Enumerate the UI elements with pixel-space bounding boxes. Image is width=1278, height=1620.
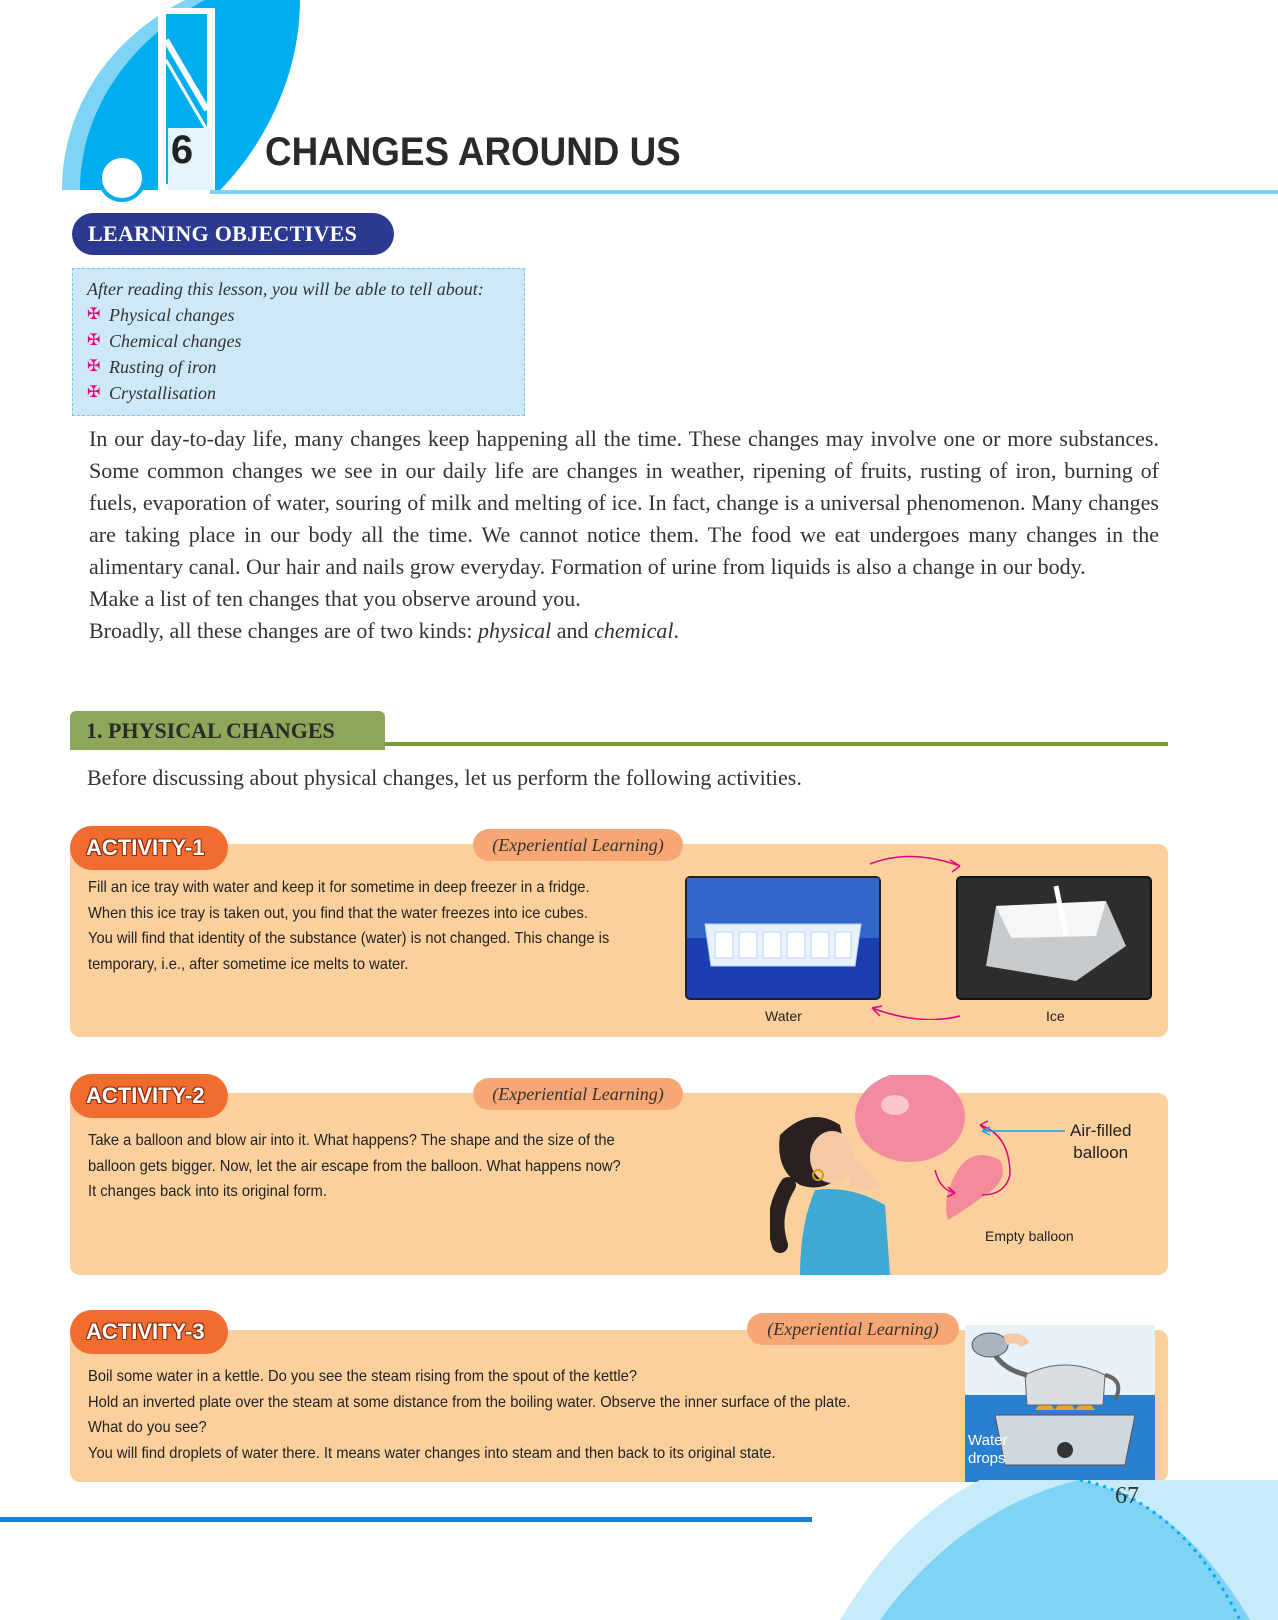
activity-3-tag: (Experiential Learning) (747, 1313, 959, 1345)
objective-item: ✠ Physical changes (87, 302, 510, 328)
section-heading: 1. PHYSICAL CHANGES (70, 711, 385, 750)
cross-bullet-icon: ✠ (87, 358, 101, 375)
activity-2-label: ACTIVITY-2 (70, 1074, 228, 1118)
intro-text (89, 423, 1159, 647)
cross-bullet-icon: ✠ (87, 384, 101, 401)
intro-paragraph: In our day-to-day life, many changes keep happening all the time. These changes may involve one or more substances. Some common changes we see in our daily life are changes in weather, ripening of fruits, rusting of iron, burning of fuels, evaporation of water, souring of milk and melting of ice. In fact, change is a universal phenomenon. Many changes are taking place in our body all the time. We cannot notice them. The food we eat undergoes many changes in the alimentary canal. Our hair and nails grow everyday. Formation of urine from liquids is also a change in our body. (89, 426, 1159, 579)
chapter-title: CHANGES AROUND US (265, 130, 681, 174)
learning-objectives-intro: After reading this lesson, you will be able to tell about: (87, 279, 484, 299)
objective-item: ✠ Rusting of iron (87, 354, 510, 380)
ice-cube-image (956, 876, 1152, 1000)
page-number: 67 (1115, 1483, 1139, 1509)
chapter-header-graphic (0, 0, 1278, 210)
activity-1-tag: (Experiential Learning) (473, 829, 683, 861)
footer-graphic (760, 1480, 1278, 1620)
empty-balloon-caption: Empty balloon (985, 1228, 1074, 1244)
learning-objectives-box (72, 268, 525, 416)
activity-3-text: Boil some water in a kettle. Do you see the steam rising from the spout of the kettle? Hold an inverted plate over the steam at some distance from the boiling water. Observe the inner surface of the plate. What do you see? You will find droplets of water there. It means water changes into steam and then back to its original state. (88, 1368, 851, 1462)
cross-bullet-icon: ✠ (87, 332, 101, 349)
ice-tray-image (685, 876, 881, 1000)
water-ice-cycle-arrows (860, 850, 980, 1020)
ice-caption: Ice (1046, 1008, 1065, 1024)
intro-paragraph: Make a list of ten changes that you observe around you. (89, 586, 581, 611)
activity-2-text: Take a balloon and blow air into it. What happens? The shape and the size of the balloon gets bigger. Now, let the air escape from the balloon. What happens now? It changes back into its original form. (88, 1132, 621, 1200)
kinds-sentence: Broadly, all these changes are of two kinds: physical and chemical. (89, 618, 679, 643)
cross-bullet-icon: ✠ (87, 306, 101, 323)
air-filled-balloon-caption: Air-filled balloon (1070, 1121, 1132, 1162)
footer-rule (0, 1517, 812, 1522)
section-intro: Before discussing about physical changes, let us perform the following activities. (87, 765, 802, 790)
water-caption: Water (765, 1008, 802, 1024)
activity-1-label: ACTIVITY-1 (70, 826, 228, 870)
activity-3-label: ACTIVITY-3 (70, 1310, 228, 1354)
activity-2-tag: (Experiential Learning) (473, 1078, 683, 1110)
learning-objectives-heading: LEARNING OBJECTIVES (72, 213, 394, 255)
objective-item: ✠ Chemical changes (87, 328, 510, 354)
water-drops-caption: Water drops (968, 1432, 1008, 1467)
objective-item: ✠ Crystallisation (87, 380, 510, 406)
chapter-number: 6 (170, 128, 194, 172)
activity-1-text: Fill an ice tray with water and keep it for sometime in deep freezer in a fridge. When this ice tray is taken out, you find that the water freezes into ice cubes. You will find that identity of the substance (water) is not changed. This change is temporary, i.e., after sometime ice melts to water. (88, 879, 610, 973)
